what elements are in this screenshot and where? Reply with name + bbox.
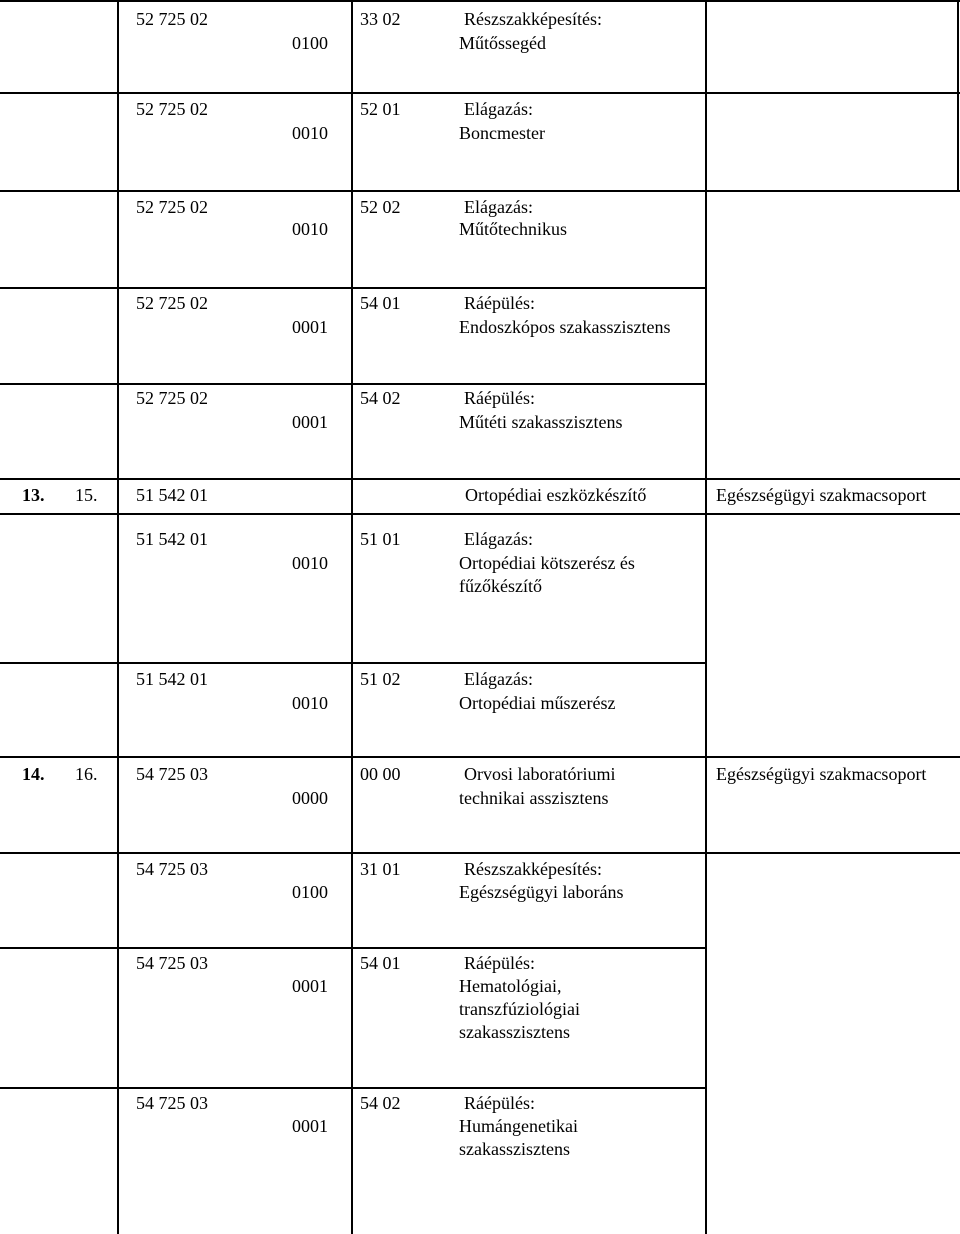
row-border bbox=[0, 513, 960, 515]
sub-code: 0100 bbox=[292, 882, 328, 902]
entry-type: Ráépülés: bbox=[464, 1093, 535, 1113]
qualification-name: Műtéti szakasszisztens bbox=[459, 412, 623, 432]
row-border bbox=[0, 947, 707, 949]
professional-group: Egészségügyi szakmacsoport bbox=[716, 485, 927, 505]
qualification-name: Ortopédiai műszerész bbox=[459, 693, 616, 713]
column-border bbox=[957, 0, 959, 192]
qualification-name: Ortopédiai eszközkészítő bbox=[465, 485, 647, 505]
sub-code: 0100 bbox=[292, 33, 328, 53]
column-border bbox=[705, 0, 707, 1234]
branch-code: 54 01 bbox=[360, 953, 401, 973]
row-border bbox=[0, 190, 960, 192]
row-border bbox=[0, 1087, 707, 1089]
branch-code: 00 00 bbox=[360, 764, 401, 784]
row-border bbox=[0, 92, 960, 94]
qualification-code: 54 725 03 bbox=[136, 1093, 208, 1113]
qualification-name: Műtőtechnikus bbox=[459, 219, 567, 239]
row-border bbox=[0, 478, 960, 480]
qualification-code: 54 725 03 bbox=[136, 953, 208, 973]
row-number-secondary: 16. bbox=[75, 764, 98, 784]
qualification-name: Egészségügyi laboráns bbox=[459, 882, 624, 902]
qualification-code: 52 725 02 bbox=[136, 388, 208, 408]
sub-code: 0010 bbox=[292, 693, 328, 713]
entry-type: Elágazás: bbox=[464, 669, 533, 689]
qualification-code: 51 542 01 bbox=[136, 485, 208, 505]
entry-type: Részszakképesítés: bbox=[464, 859, 602, 879]
qualification-code: 51 542 01 bbox=[136, 669, 208, 689]
entry-type: Orvosi laboratóriumi bbox=[464, 764, 616, 784]
entry-type: Elágazás: bbox=[464, 197, 533, 217]
sub-code: 0001 bbox=[292, 412, 328, 432]
qualification-name-cont: szakasszisztens bbox=[459, 1139, 570, 1159]
sub-code: 0001 bbox=[292, 317, 328, 337]
professional-group: Egészségügyi szakmacsoport bbox=[716, 764, 927, 784]
row-number: 13. bbox=[22, 485, 45, 505]
qualification-name: Hematológiai, bbox=[459, 976, 562, 996]
branch-code: 54 01 bbox=[360, 293, 401, 313]
entry-type: Ráépülés: bbox=[464, 388, 535, 408]
qualification-name: Műtőssegéd bbox=[459, 33, 546, 53]
sub-code: 0010 bbox=[292, 553, 328, 573]
qualification-name: Ortopédiai kötszerész és bbox=[459, 553, 635, 573]
row-border bbox=[0, 852, 960, 854]
branch-code: 51 01 bbox=[360, 529, 401, 549]
sub-code: 0010 bbox=[292, 219, 328, 239]
column-border bbox=[117, 0, 119, 1234]
column-border bbox=[351, 0, 353, 1234]
row-number-secondary: 15. bbox=[75, 485, 98, 505]
branch-code: 54 02 bbox=[360, 1093, 401, 1113]
qualification-code: 54 725 03 bbox=[136, 764, 208, 784]
sub-code: 0001 bbox=[292, 976, 328, 996]
qualification-name-cont: fűzőkészítő bbox=[459, 576, 542, 596]
entry-type: Részszakképesítés: bbox=[464, 9, 602, 29]
qualification-name-cont: transzfúziológiai bbox=[459, 999, 580, 1019]
qualification-code: 52 725 02 bbox=[136, 197, 208, 217]
entry-type: Ráépülés: bbox=[464, 293, 535, 313]
row-border bbox=[0, 756, 960, 758]
qualification-name: Endoszkópos szakasszisztens bbox=[459, 317, 671, 337]
row-border bbox=[0, 287, 707, 289]
entry-type: Elágazás: bbox=[464, 529, 533, 549]
qualification-code: 54 725 03 bbox=[136, 859, 208, 879]
qualification-name-cont: szakasszisztens bbox=[459, 1022, 570, 1042]
branch-code: 31 01 bbox=[360, 859, 401, 879]
row-border bbox=[0, 383, 707, 385]
row-number: 14. bbox=[22, 764, 45, 784]
branch-code: 52 01 bbox=[360, 99, 401, 119]
entry-type: Elágazás: bbox=[464, 99, 533, 119]
branch-code: 52 02 bbox=[360, 197, 401, 217]
sub-code: 0000 bbox=[292, 788, 328, 808]
branch-code: 54 02 bbox=[360, 388, 401, 408]
sub-code: 0010 bbox=[292, 123, 328, 143]
branch-code: 51 02 bbox=[360, 669, 401, 689]
qualification-code: 52 725 02 bbox=[136, 99, 208, 119]
qualification-code: 52 725 02 bbox=[136, 9, 208, 29]
branch-code: 33 02 bbox=[360, 9, 401, 29]
qualification-name: Humángenetikai bbox=[459, 1116, 578, 1136]
qualification-code: 52 725 02 bbox=[136, 293, 208, 313]
row-border bbox=[0, 0, 960, 2]
sub-code: 0001 bbox=[292, 1116, 328, 1136]
row-border bbox=[0, 662, 707, 664]
qualification-name: technikai asszisztens bbox=[459, 788, 609, 808]
qualification-code: 51 542 01 bbox=[136, 529, 208, 549]
qualification-name: Boncmester bbox=[459, 123, 545, 143]
entry-type: Ráépülés: bbox=[464, 953, 535, 973]
